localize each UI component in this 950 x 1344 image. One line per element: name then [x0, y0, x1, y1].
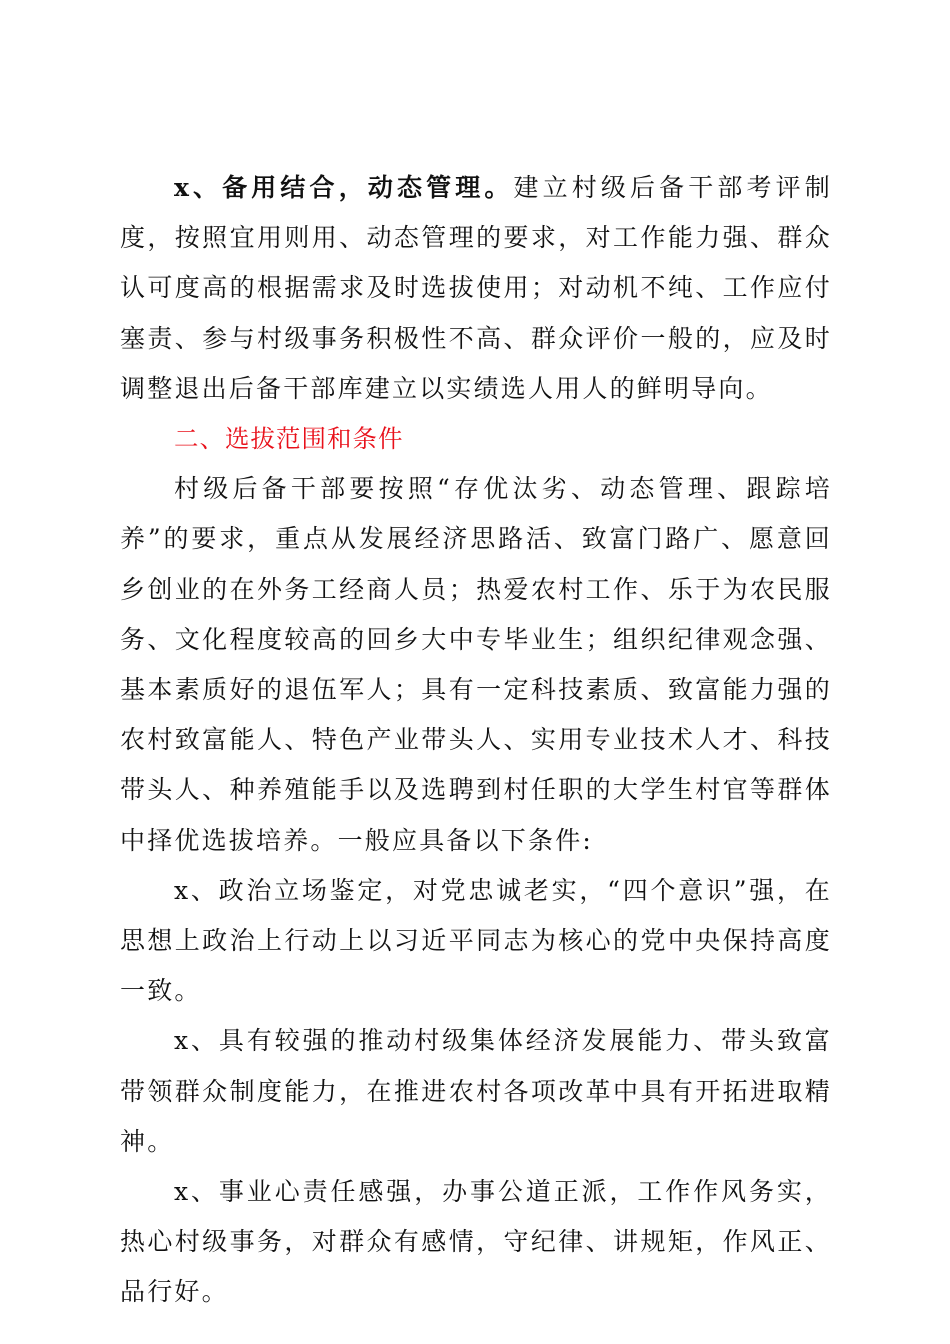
condition-item-1: x、政治立场鉴定，对党忠诚老实，“四个意识”强，在思想上政治上行动上以习近平同志为核心的党中央保持高度一致。 — [120, 875, 832, 1006]
paragraph-dynamic-management — [120, 163, 832, 414]
paragraph-text: 建立村级后备干部考评制度，按照宜用则用、动态管理的要求，对工作能力强、群众认可度高的根据需求及时选拔使用；对动机不纯、工作应付塞责、参与村级事务积极性不高、群众评价一般的，应及时调整退出后备干部库建立以实绩选人用人的鲜明导向。 — [120, 173, 832, 403]
paragraph-lead: x、备用结合，动态管理。 — [174, 173, 514, 202]
condition-item-3: x、事业心责任感强，办事公道正派，工作作风务实，热心村级事务，对群众有感情，守纪律、讲规矩，作风正、品行好。 — [120, 1177, 832, 1307]
condition-item-2: x、具有较强的推动村级集体经济发展能力、带头致富带领群众制度能力，在推进农村各项改革中具有开拓进取精神。 — [120, 1026, 832, 1156]
section-heading: 二、选拔范围和条件 — [174, 424, 404, 454]
paragraph-selection-scope: 村级后备干部要按照“存优汰劣、动态管理、跟踪培养”的要求，重点从发展经济思路活、致富门路广、愿意回乡创业的在外务工经商人员；热爱农村工作、乐于为农民服务、文化程度较高的回乡大中专毕业生；组织纪律观念强、基本素质好的退伍军人；具有一定科技素质、致富能力强的农村致富能人、特色产业带头人、实用专业技术人才、科技带头人、种养殖能手以及选聘到村任职的大学生村官等群体中择优选拔培养。一般应具备以下条件: — [120, 474, 832, 855]
document-body — [120, 163, 832, 1318]
